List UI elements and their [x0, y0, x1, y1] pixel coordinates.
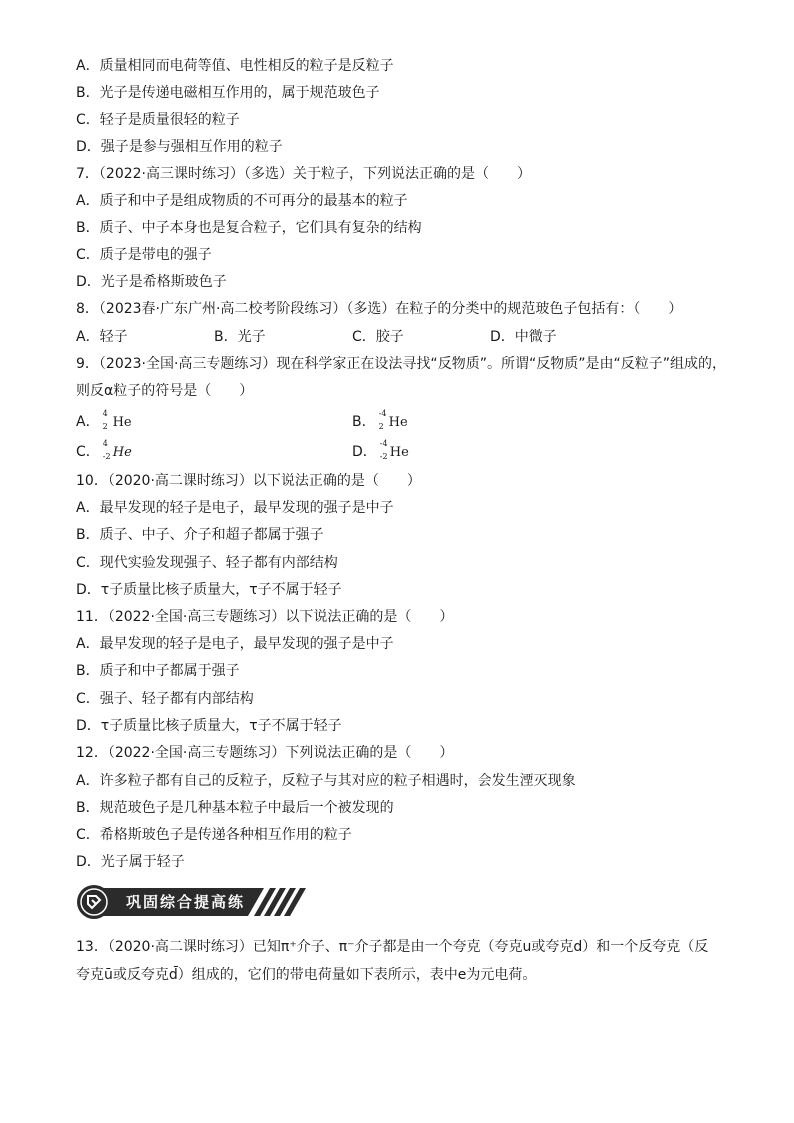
mass-number: 4 [102, 409, 108, 418]
option-text: C．希格斯玻色子是传递各种相互作用的粒子 [76, 827, 352, 843]
option-text: A．质子和中子是组成物质的不可再分的最基本的粒子 [76, 193, 408, 209]
option-text: D．τ子质量比核子质量大，τ子不属于轻子 [76, 718, 342, 734]
option-text: C．胶子 [352, 329, 404, 345]
question-13-cont: 夸克ū或反夸克d̄）组成的，它们的带电荷量如下表所示，表中e为元电荷。 [76, 967, 537, 983]
option-label: B． [352, 414, 376, 430]
isotope-symbol [379, 439, 409, 463]
question-11: 11．（2022·全国·高三专题练习）以下说法正确的是（ ） [76, 609, 454, 625]
banner-title: 巩固综合提高练 [126, 893, 246, 911]
question-7: 7．（2022·高三课时练习）（多选）关于粒子，下列说法正确的是（ ） [76, 166, 531, 182]
option-text: B．光子是传递电磁相互作用的，属于规范玻色子 [76, 85, 380, 101]
question-9-cont: 则反α粒子的符号是（ ） [76, 383, 254, 399]
option-d [352, 439, 409, 463]
option-text: A．最早发现的轻子是电子，最早发现的强子是中子 [76, 500, 394, 516]
isotope-symbol [102, 409, 132, 433]
option-text: A．轻子 [76, 329, 128, 345]
option-text: D．中微子 [490, 329, 557, 345]
option-c [76, 439, 132, 463]
option-text: A．许多粒子都有自己的反粒子，反粒子与其对应的粒子相遇时，会发生湮灭现象 [76, 773, 576, 789]
mass-number: -4 [379, 439, 388, 448]
option-label: A． [76, 414, 100, 430]
isotope-symbol [102, 439, 132, 463]
element-symbol: He [389, 445, 409, 460]
atomic-number: 2 [378, 422, 384, 431]
option-b [352, 409, 408, 433]
option-text: A．质量相同而电荷等值、电性相反的粒子是反粒子 [76, 58, 394, 74]
question-12: 12．（2022·全国·高三专题练习）下列说法正确的是（ ） [76, 745, 454, 761]
isotope-symbol [378, 409, 408, 433]
option-text: D．光子属于轻子 [76, 854, 185, 870]
option-text: B．质子、中子本身也是复合粒子，它们具有复杂的结构 [76, 220, 422, 236]
option-text: B．规范玻色子是几种基本粒子中最后一个被发现的 [76, 800, 394, 816]
question-10: 10．（2020·高二课时练习）以下说法正确的是（ ） [76, 473, 421, 489]
element-symbol: He [112, 445, 132, 460]
option-text: C．轻子是质量很轻的粒子 [76, 112, 240, 128]
section-banner [76, 884, 316, 920]
question-8: 8．（2023春·广东广州·高二校考阶段练习）（多选）在粒子的分类中的规范玻色子包括有：（ ） [76, 301, 683, 317]
option-text: D．τ子质量比核子质量大，τ子不属于轻子 [76, 582, 342, 598]
option-text: B．质子、中子、介子和超子都属于强子 [76, 527, 324, 543]
atomic-number: -2 [379, 452, 388, 461]
element-symbol: He [112, 415, 132, 430]
option-text: B．光子 [214, 329, 266, 345]
option-a [76, 409, 132, 433]
option-text: C．现代实验发现强子、轻子都有内部结构 [76, 555, 338, 571]
mass-number: 4 [102, 439, 108, 448]
atomic-number: 2 [102, 422, 108, 431]
mass-number: -4 [378, 409, 387, 418]
option-text: D．光子是希格斯玻色子 [76, 274, 227, 290]
option-label: C． [76, 444, 100, 460]
option-text: D．强子是参与强相互作用的粒子 [76, 139, 283, 155]
option-text: C．强子、轻子都有内部结构 [76, 691, 254, 707]
option-text: A．最早发现的轻子是电子，最早发现的强子是中子 [76, 636, 394, 652]
question-13: 13．（2020·高二课时练习）已知π⁺介子、π⁻介子都是由一个夸克（夸克u或夸克d）和一个反夸克（反 [76, 939, 709, 955]
option-label: D． [352, 444, 377, 460]
atomic-number: -2 [102, 452, 111, 461]
element-symbol: He [388, 415, 408, 430]
option-text: B．质子和中子都属于强子 [76, 663, 240, 679]
question-9: 9．（2023·全国·高三专题练习）现在科学家正在设法寻找“反物质”。所谓“反物质”是由“反粒子”组成的， [76, 356, 726, 372]
option-text: C．质子是带电的强子 [76, 247, 212, 263]
